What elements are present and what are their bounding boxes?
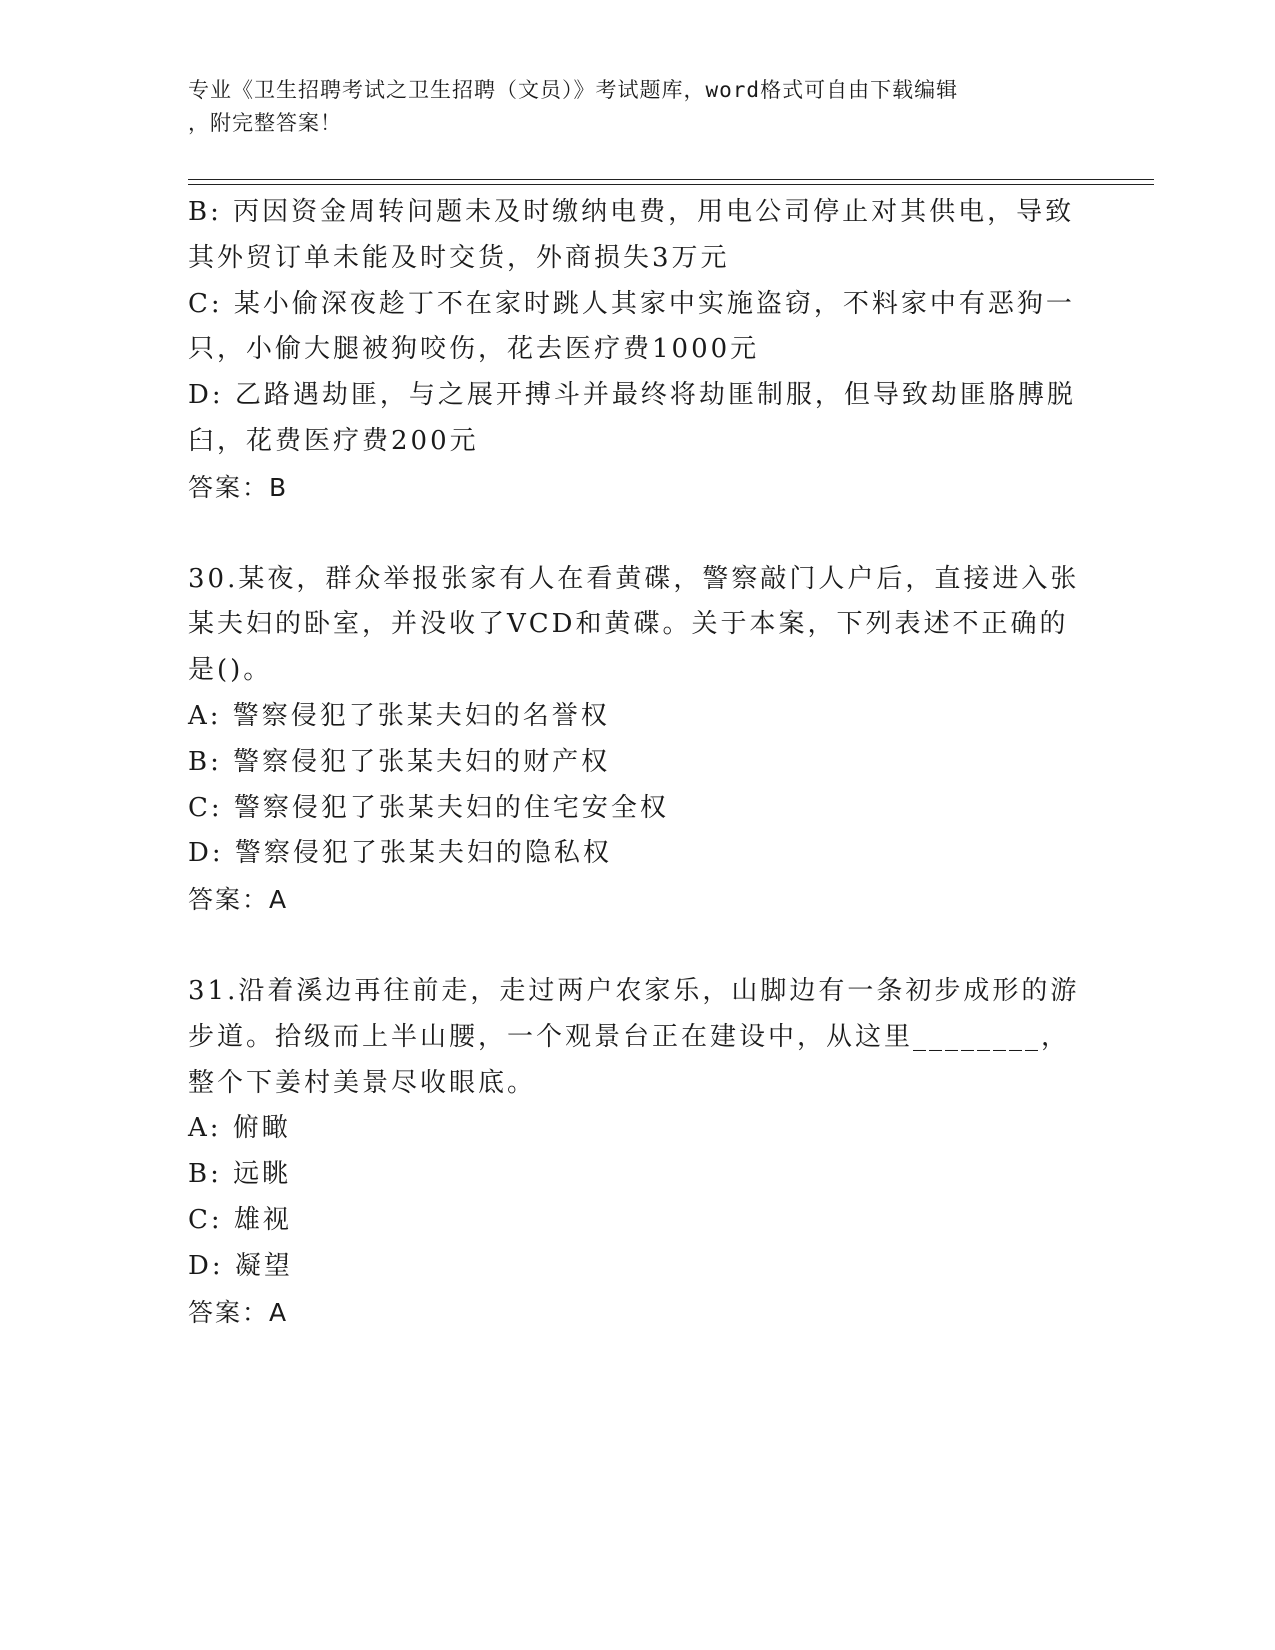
q31-stem-line-1: 31.沿着溪边再往前走，走过两户农家乐，山脚边有一条初步成形的游 bbox=[188, 975, 1080, 1006]
q31-stem-line-3: 整个下姜村美景尽收眼底。 bbox=[188, 1067, 537, 1098]
q30-stem-line-1: 30.某夜，群众举报张家有人在看黄碟，警察敲门人户后，直接进入张 bbox=[188, 563, 1080, 594]
q29-option-c-line-1: C: 某小偷深夜趁丁不在家时跳人其家中实施盗窃，不料家中有恶狗一 bbox=[188, 288, 1075, 319]
q31-stem-line-2: 步道。拾级而上半山腰，一个观景台正在建设中，从这里________， bbox=[188, 1021, 1071, 1052]
q30-stem-line-3: 是()。 bbox=[188, 655, 273, 686]
q29-option-d-line-2: 臼，花费医疗费200元 bbox=[188, 425, 479, 456]
q31-answer: 答案：A bbox=[188, 1297, 289, 1327]
q29-option-c-line-2: 只，小偷大腿被狗咬伤，花去医疗费1000元 bbox=[188, 334, 760, 365]
q30-option-a: A: 警察侵犯了张某夫妇的名誉权 bbox=[188, 700, 610, 731]
q29-option-d-line-1: D: 乙路遇劫匪，与之展开搏斗并最终将劫匪制服，但导致劫匪胳膊脱 bbox=[188, 380, 1076, 411]
q31-option-a: A: 俯瞰 bbox=[188, 1113, 291, 1144]
q30-stem-line-2: 某夫妇的卧室，并没收了VCD和黄碟。关于本案，下列表述不正确的 bbox=[188, 609, 1069, 640]
q30-option-b: B: 警察侵犯了张某夫妇的财产权 bbox=[188, 746, 611, 777]
question-31 bbox=[188, 969, 1088, 1335]
q31-option-b: B: 远眺 bbox=[188, 1159, 292, 1190]
spacer bbox=[188, 923, 1088, 969]
document-body bbox=[188, 190, 1088, 1335]
header-divider-top bbox=[188, 179, 1154, 180]
document-header bbox=[188, 74, 1088, 140]
q31-option-c: C: 雄视 bbox=[188, 1204, 292, 1235]
q30-option-d: D: 警察侵犯了张某夫妇的隐私权 bbox=[188, 838, 612, 869]
q29-option-b-line-2: 其外贸订单未能及时交货，外商损失3万元 bbox=[188, 242, 730, 273]
header-line-2: ，附完整答案！ bbox=[188, 111, 342, 135]
q30-option-c: C: 警察侵犯了张某夫妇的住宅安全权 bbox=[188, 792, 669, 823]
spacer bbox=[188, 511, 1088, 557]
q29-answer: 答案：B bbox=[188, 472, 289, 502]
question-30 bbox=[188, 557, 1088, 923]
header-divider-bottom bbox=[188, 184, 1154, 185]
question-29-continued bbox=[188, 190, 1088, 511]
header-line-1: 专业《卫生招聘考试之卫生招聘（文员）》考试题库，word格式可自由下载编辑 bbox=[188, 78, 959, 102]
q31-option-d: D: 凝望 bbox=[188, 1250, 293, 1281]
q30-answer: 答案：A bbox=[188, 885, 289, 915]
q29-option-b-line-1: B: 丙因资金周转问题未及时缴纳电费，用电公司停止对其供电，导致 bbox=[188, 197, 1075, 227]
